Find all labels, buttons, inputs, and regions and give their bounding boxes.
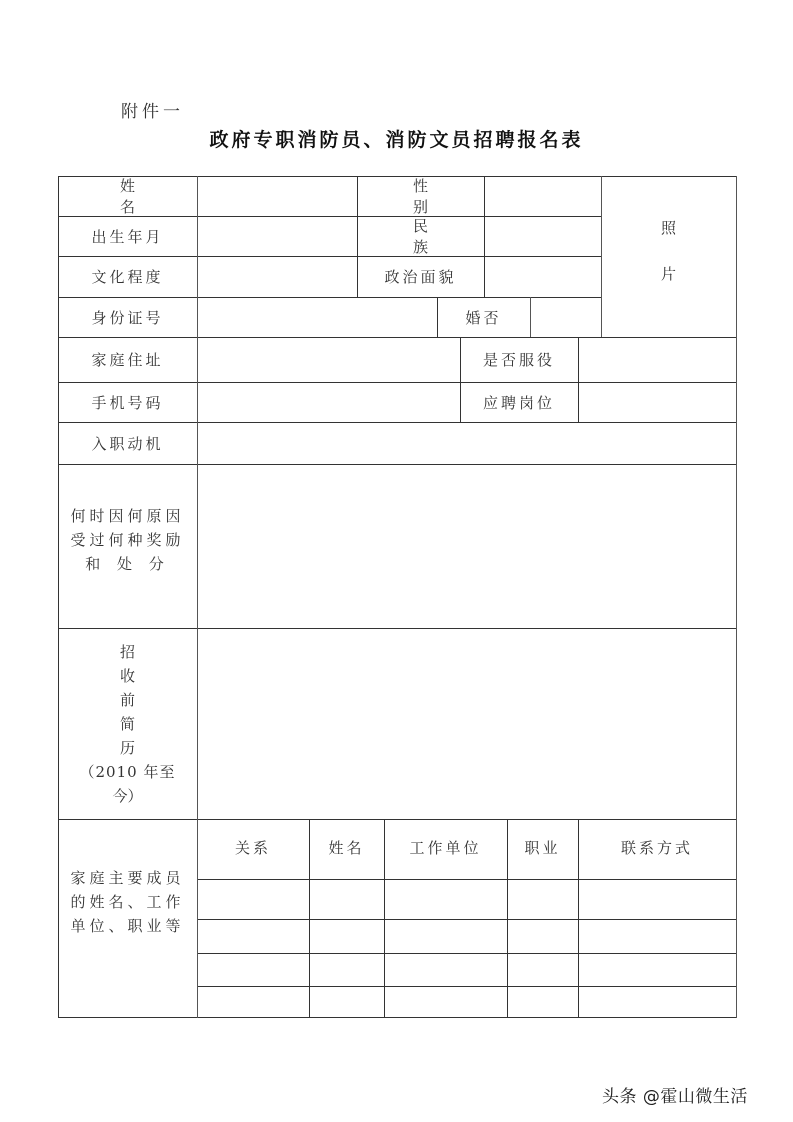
family-cell[interactable] [309,879,384,919]
family-cell[interactable] [384,986,507,1017]
education-label: 文化程度 [91,268,164,286]
family-cell[interactable] [309,986,384,1017]
address-field[interactable] [197,337,460,382]
family-cell[interactable] [309,919,384,953]
family-cell[interactable] [578,953,736,986]
resume-label-line: 简 [119,714,135,733]
family-cell[interactable] [507,879,578,919]
family-cell[interactable] [578,986,736,1017]
family-label-line: 家庭主要成员 [70,869,185,887]
id-field[interactable] [197,297,437,337]
attachment-label: 附件一 [121,102,184,122]
birth-label: 出生年月 [91,227,164,246]
resume-label-line: 前 [119,690,135,709]
family-cell[interactable] [578,879,736,919]
family-cell[interactable] [197,953,309,986]
military-label: 是否服役 [482,351,555,369]
table-border-bottom [58,1017,737,1018]
name-label: 姓 名 [119,177,163,216]
resume-label [58,628,197,819]
family-header-contact: 联系方式 [620,838,693,857]
ethnicity-label: 民 族 [412,217,456,256]
address-label: 家庭住址 [91,351,164,369]
family-cell[interactable] [384,953,507,986]
photo-label-2: 片 [660,264,676,283]
family-header-workplace: 工作单位 [409,838,482,857]
motivation-field[interactable] [197,422,736,464]
married-field[interactable] [530,297,601,337]
awards-field[interactable] [197,464,736,628]
photo-box[interactable] [601,176,736,337]
military-field[interactable] [578,337,736,382]
awards-label [58,464,197,628]
family-cell[interactable] [197,986,309,1017]
resume-label-line: 历 [119,738,135,757]
resume-label-line: （2010 年至 [79,762,176,781]
family-cell[interactable] [309,953,384,986]
education-field[interactable] [197,256,357,297]
phone-label: 手机号码 [91,393,164,412]
motivation-label: 入职动机 [91,434,164,453]
family-cell[interactable] [507,986,578,1017]
awards-label-line: 何时因何原因 [70,507,185,525]
family-header-name: 姓名 [328,838,365,857]
gender-label: 性 别 [412,177,456,216]
phone-field[interactable] [197,382,460,422]
birth-field[interactable] [197,216,357,256]
family-cell[interactable] [384,919,507,953]
family-label [58,819,197,1017]
photo-label-1: 照 [660,218,676,237]
id-label: 身份证号 [91,308,164,327]
family-cell[interactable] [197,919,309,953]
position-label: 应聘岗位 [482,393,555,412]
resume-label-line: 收 [119,666,135,685]
family-cell[interactable] [197,879,309,919]
family-header-relation: 关系 [234,838,271,857]
political-field[interactable] [484,256,601,297]
gender-field[interactable] [484,176,601,216]
form-title-text: 政府专职消防员、消防文员招聘报名表 [209,129,584,151]
table-border-right [736,176,737,1018]
resume-label-line: 今） [112,786,143,805]
resume-field[interactable] [197,628,736,819]
awards-label-line: 受过何种奖励 [70,531,185,549]
ethnicity-field[interactable] [484,216,601,256]
watermark: 头条 @霍山微生活 [602,1087,748,1107]
political-label: 政治面貌 [384,268,457,286]
awards-label-line: 和 处 分 [85,555,170,573]
family-cell[interactable] [507,919,578,953]
resume-label-line: 招 [119,642,135,661]
family-label-line: 单位、职业等 [70,917,185,935]
family-header-occupation: 职业 [524,838,561,857]
family-cell[interactable] [578,919,736,953]
position-field[interactable] [578,382,736,422]
married-label: 婚否 [465,308,502,327]
name-field[interactable] [197,176,357,216]
family-cell[interactable] [384,879,507,919]
family-label-line: 的姓名、工作 [70,893,185,911]
family-cell[interactable] [507,953,578,986]
